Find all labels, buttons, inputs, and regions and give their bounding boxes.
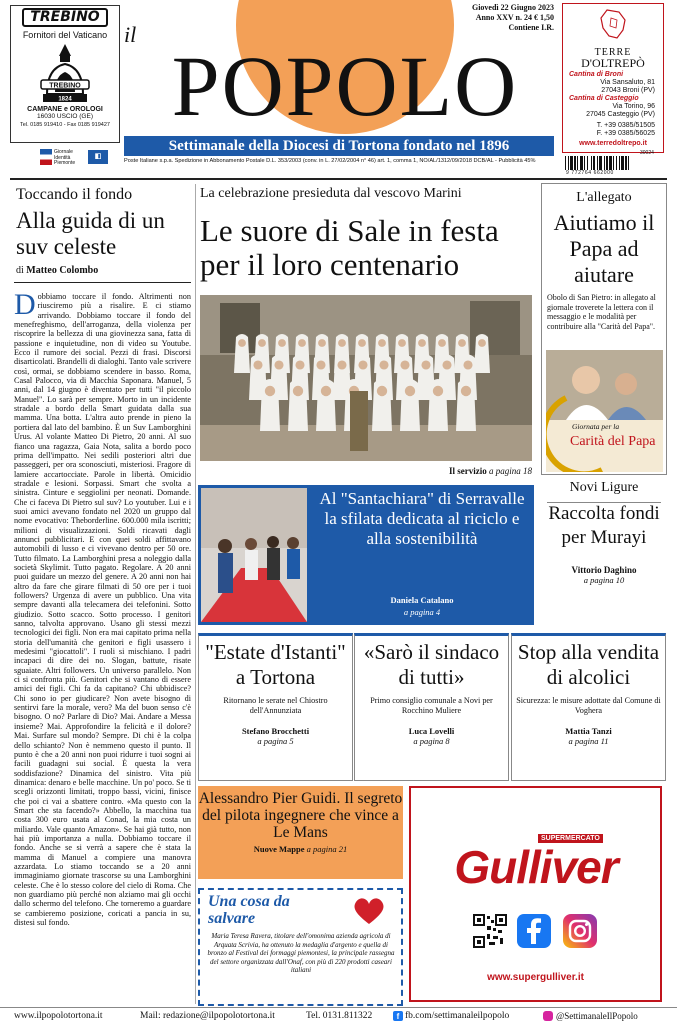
gulliver-ad[interactable] (409, 786, 662, 1002)
nun-face (298, 339, 306, 347)
fashion-show-photo (201, 488, 307, 622)
novi-author: Vittorio Daghino (571, 565, 637, 575)
fashion-show-illustration (201, 488, 307, 622)
nun-face (274, 360, 283, 369)
barcode-bar (629, 156, 631, 170)
barcode-number: 9 772764 662000 (566, 170, 614, 176)
left-divider (14, 282, 191, 283)
story-estate-istanti[interactable] (198, 633, 353, 781)
left-kicker: Toccando il fondo (16, 186, 133, 203)
column-rule (195, 184, 196, 1004)
footer-phone: Tel. 0131.811322 (306, 1011, 373, 1021)
nun-face (400, 360, 409, 369)
story-page[interactable]: a pagina 11 (568, 736, 609, 746)
masthead-divider (10, 178, 667, 180)
drop-cap: D (14, 292, 36, 321)
trebino-ad[interactable] (10, 5, 120, 143)
barcode (565, 156, 663, 170)
nuns-photo-illustration (200, 295, 532, 461)
postal-notice: Poste Italiane s.p.a. Spedizione in Abbonamento Postale D.L. 353/2003 (conv. in L. 27/02/2004 n° 46) art. 1, comma 1, NO/AL/1312/09/2018 DCB/AL - Pubblicità 45% (124, 158, 536, 164)
issue-number: Anno XXV n. 24 € 1,50 (475, 13, 554, 22)
story-author: Mattia Tanzi (565, 726, 612, 736)
byline-prefix: di (16, 265, 27, 276)
nun-face (438, 339, 446, 347)
flag-icon (40, 149, 52, 165)
nun-face (318, 339, 326, 347)
pier-guidi-headline: Alessandro Pier Guidi. Il segreto del pilota ingegnere che vince a Le Mans (198, 790, 403, 841)
allegato-headline: Aiutiamo il Papa ad aiutare (553, 210, 655, 287)
heart-icon (352, 896, 386, 926)
newspaper-title: POPOLO (171, 38, 519, 134)
trebino-logo: TREBINO (22, 8, 108, 27)
footer-website-link[interactable]: www.ilpopolotortona.it (14, 1011, 103, 1021)
gulliver-brand: Gulliver (454, 841, 618, 893)
trebino-tagline: Fornitori del Vaticano (22, 30, 108, 40)
issue-contents: Contiene I.R. (508, 23, 554, 32)
story-page[interactable]: a pagina 5 (257, 736, 294, 746)
nun-face (418, 339, 426, 347)
nun-face (461, 386, 471, 396)
novi-divider (547, 502, 661, 503)
footer-bar (0, 1007, 677, 1024)
oltrepo-brand-line2: D'OLTREPÒ (581, 56, 645, 70)
issue-info (452, 3, 554, 33)
caption-label: Il servizio (448, 466, 489, 476)
giornale-badge-text: Giornale Identità Piemonte (54, 149, 76, 165)
giornale-identita-badge (40, 149, 112, 165)
story-headline: Stop alla vendita di alcolici (517, 640, 660, 689)
barcode-issue: 30024 (640, 150, 654, 156)
story-headline: "Estate d'Istanti" a Tortona (205, 640, 346, 689)
trebino-line1: CAMPANE e OROLOGI (27, 106, 103, 113)
nun-face (377, 386, 387, 396)
footer-facebook-link[interactable]: fb.com/settimanaleilpopolo (405, 1011, 510, 1021)
left-headline[interactable]: Alla guida di un suv celeste (16, 208, 165, 259)
carita-del-papa-promo (546, 350, 663, 472)
allegato-kicker: L'allegato (576, 190, 632, 205)
pier-guidi-page[interactable]: a pagina 21 (304, 844, 348, 854)
nun-face (442, 360, 451, 369)
trebino-phone: Tel. 0185 919410 - Fax 0185 919427 (20, 122, 110, 128)
santachiara-author: Daniela Catalano (390, 595, 454, 605)
left-article-body (14, 292, 191, 1004)
nun-face (398, 339, 406, 347)
nun-face (358, 360, 367, 369)
trebino-year: 1824 (58, 96, 72, 103)
fisc-logo-icon: ◧ (88, 150, 108, 164)
gulliver-web-link[interactable]: www.supergulliver.it (487, 972, 584, 983)
pier-guidi-box[interactable] (198, 786, 403, 879)
instagram-icon[interactable] (563, 914, 597, 948)
article-text: obbiamo toccare il fondo. Altrimenti non riusciremo più a risalire. E ci stiamo arrivando. Dobbiamo toccare il fondo del menefreghismo, dell'arroganza, della violenza per riscoprire la bellezza di una giovinezza sana, fatta di passione e inquietudine, non di video su Youtube. Ecco il rumore dei social. Pezzi di frasi. Discorsi disarticolati. Brandelli di dialoghi. Tanto vale scrivere così, ormai, se dobbiamo scendere in basso. Roma, Casal Palocco, via di Macchia Saponara. Manuel, 5 anni, dal 14 giugno è diventato per tutti "il piccolo Manuel". Lo sarà per sempre. Morto in un incidente stradale a bordo della Smart guidata dalla sua mamma. Una botta. L'altra auto prende in pieno la portiera dal lato del bambino. È un Suv Lamborghini Urus. Al volante Matteo Di Pietro, 20 anni. Al suo fianco una ragazza, Gaia Nota, salita a bordo poco prima dell'impatto. Nei sedili posteriori altri due passeggeri, per ora sconosciuti, misteriosi. Fragore di lamiere accartocciate. Parole in libertà. Omicidio stradale e lesioni. Sorpassi. Smart che svolta a sinistra. Cinture e seggiolini per neonati. Domande. Che ci faceva Di Pietro sul suv? Lo youtuber. Lui e i suoi amici avevano fondato nel 2020 un gruppo dal nome evocativo: Theborderline. 600.000 mila iscritti; milioni di visualizzazioni. Soldi ricavati dagli annunci pubblicitari. E con quei soldi affittavano automobili di lusso e ci vivevano dentro per 50 ore. Tutto filmato. La Lamborghini presa a noleggio dalla società Skylimit. Tutto pagato. Regolare. A 20 anni puoi guidare un mezzo del genere. A 20 anni non hai altro da fare che girare filmati di 50 ore per i tuoi followers? Urgenza di avere un pubblico. Una vita sempre davanti alla telecamera dei telefonini. Sotto giudizio. Sotto scacco. Sotto processo. I genitori sanno, talvolta approvano. Usano gli stessi mezzi tecnologici dei figli. Non era mai capitato prima nella storia dell'umanità che genitori e figli usassero i medesimi "giocattoli". I ruoli si mischiano. I padri incapaci di dire dei no. Slogan, battute, risate sguaiate. Altri followers. Un universo parallelo. Non ci si confronta più. Genitori che si vantano di essere amici dei figli. Chi fa da capitano? Chi ubbidisce? Chi sono io per giudicare? Non avete bisogno di sentirvi fare la morale, vero? Ma del buon senso c'è bisogno. O no? Parlare di Dio? Mai. Andare a Messa insieme? Mai. Approfondire la felicità e il dolore? Mai. Surfare sul mondo? Sempre. Di chi è la colpa dello schianto? Non è nemmeno questo il punto. Il punto è che a 20 anni non puoi ridurre i tuoi sogni ai facili guadagni sui social. È questa la vera soddisfazione? Dinamica del sinistro. Vita più dinamica: denaro e belle macchine. Un po' poco. Se ti scegli orizzonti limitati, troppo bassi, vicini, finisce che poi ci vai a sbattere contro. «Ma questo con la Smart che sta facendo?» Abbello, la macchina tua costa 300 euro usata al Conad, la mia costa un miliardo. Vale quanto Amazon». Se hai già tutto, non hai più importanza a nulla. Dobbiamo toccare il fondo. Anche se si verrà a sapere che è stata la mamma di Manuel a compiere una manovra azzardata. Lo stiamo toccando se a 20 anni immaginiamo giornate trascorse su una Lamborghini celeste. Che è lo stesso colore del cielo di Roma. Che non guardiamo più perché non alziamo mai gli occhi dallo schermo del telefono. Che torneremo a guardare se cambieremo posizione, coricati a pancia in su, distesi sul fondo. (14, 292, 191, 928)
story-summary: Sicurezza: le misure adottate dal Comune di Voghera (516, 696, 661, 715)
novi-ligure-box[interactable] (541, 480, 667, 625)
byline-author: Matteo Colombo (26, 265, 99, 276)
oltrepo-fax: F. +39 0385/56025 (596, 130, 655, 137)
nun-face (316, 360, 325, 369)
novi-page[interactable]: a pagina 10 (583, 575, 625, 585)
nun-face (278, 339, 286, 347)
nun-face (337, 360, 346, 369)
santachiara-headline: Al "Santachiara" di Serravalle la sfilata dedicata al riciclo e alla sostenibilità (319, 489, 525, 548)
center-headline[interactable]: Le suore di Sale in festa per il loro centenario (200, 213, 499, 282)
pope-photo-illustration (546, 350, 663, 472)
story-alcolici[interactable] (511, 633, 666, 781)
footer-facebook-icon[interactable]: f (393, 1011, 403, 1021)
bell-tower-icon (33, 42, 97, 106)
pier-guidi-ref (198, 844, 403, 854)
nun-face (238, 339, 246, 347)
title-article: il (124, 22, 137, 47)
nun-face (321, 386, 331, 396)
oltrepo-addr2b: 27045 Casteggio (PV) (586, 111, 655, 118)
caption-page[interactable]: a pagina 18 (488, 466, 532, 476)
nun-face (458, 339, 466, 347)
story-author: Luca Lovelli (408, 726, 455, 736)
region-map-icon (599, 8, 629, 40)
story-sindaco[interactable] (354, 633, 509, 781)
nun-face (405, 386, 415, 396)
cosa-body: Maria Teresa Ravera, titolare dell'omonima azienda agricola di Arquata Scrivia, ha ottenuto la medaglia d'argento e quella di bronzo al Festival dei formaggi piemontesi, la principale rassegna del settore organizzata dall'Onaf, con più di 220 prodotti caseari italiani (207, 932, 395, 975)
nun-face (293, 386, 303, 396)
nun-face (379, 360, 388, 369)
oltrepo-addr1a: Via Sansaluto, 81 (600, 79, 655, 86)
bishop-figure (350, 391, 368, 451)
oltrepo-cantina2: Cantina di Casteggio (569, 95, 639, 102)
oltrepo-web-link[interactable]: www.terredoltrepo.it (579, 140, 647, 147)
footer-mail-link[interactable]: Mail: redazione@ilpopolotortona.it (140, 1011, 275, 1021)
allegato-box[interactable] (541, 183, 667, 475)
trebino-emblem-text: TREBINO (49, 82, 81, 90)
nun-face (253, 360, 262, 369)
trebino-line2: 16030 USCIO (GE) (37, 113, 93, 120)
qr-code-icon[interactable] (473, 914, 507, 948)
nun-face (338, 339, 346, 347)
photo-caption (380, 466, 532, 476)
oltrepo-brand-line1: TERRE (594, 47, 632, 58)
story-summary: Ritornano le serate nel Chiostro dell'Annunziata (223, 696, 328, 715)
nuns-group-photo (200, 295, 532, 461)
nun-face (295, 360, 304, 369)
novi-kicker: Novi Ligure (569, 480, 639, 495)
issue-date: Giovedì 22 Giugno 2023 (471, 3, 554, 12)
terre-oltrepo-ad[interactable] (562, 3, 664, 153)
oltrepo-addr2a: Via Torino, 96 (612, 103, 655, 110)
oltrepo-cantina1: Cantina di Broni (569, 71, 624, 78)
story-page[interactable]: a pagina 8 (413, 736, 450, 746)
promo-big: Carità del Papa (570, 434, 656, 449)
nun-face (258, 339, 266, 347)
pier-guidi-section: Nuove Mappe (253, 844, 305, 854)
promo-small: Giornata per la (572, 422, 620, 431)
nun-face (358, 339, 366, 347)
nun-face (265, 386, 275, 396)
allegato-body: Obolo di San Pietro: in allegato al giornale troverete la lettera con il messaggio e le modalità per contribuire alla "Carità del Papa". (547, 293, 656, 331)
story-summary: Primo consiglio comunale a Novi per Rocchino Muliere (370, 696, 493, 715)
center-kicker: La celebrazione presieduta dal vescovo Marini (200, 186, 462, 201)
story-author: Stefano Brocchetti (241, 726, 310, 736)
footer-instagram-icon[interactable] (543, 1011, 553, 1021)
footer-instagram-link[interactable]: @SettimanaleIlPopolo (556, 1011, 638, 1021)
cosa-headline: Una cosa da salvare (208, 893, 290, 927)
oltrepo-brand (563, 48, 663, 68)
left-byline (16, 265, 98, 276)
una-cosa-da-salvare-box[interactable] (198, 888, 403, 1006)
nun-face (421, 360, 430, 369)
facebook-icon[interactable] (517, 914, 551, 948)
nun-face (463, 360, 472, 369)
santachiara-box[interactable] (198, 485, 534, 625)
oltrepo-tel: T. +39 0385/51505 (596, 122, 655, 129)
nun-face (378, 339, 386, 347)
masthead-banner: Settimanale della Diocesi di Tortona fondato nel 1896 (124, 136, 554, 156)
nun-face (433, 386, 443, 396)
gulliver-label: SUPERMERCATO (538, 834, 603, 843)
nun-face (478, 339, 486, 347)
santachiara-page[interactable]: a pagina 4 (403, 607, 441, 617)
story-headline: «Sarò il sindaco di tutti» (363, 640, 500, 689)
oltrepo-addr1b: 27043 Broni (PV) (601, 87, 655, 94)
novi-headline: Raccolta fondi per Murayi (548, 503, 660, 548)
